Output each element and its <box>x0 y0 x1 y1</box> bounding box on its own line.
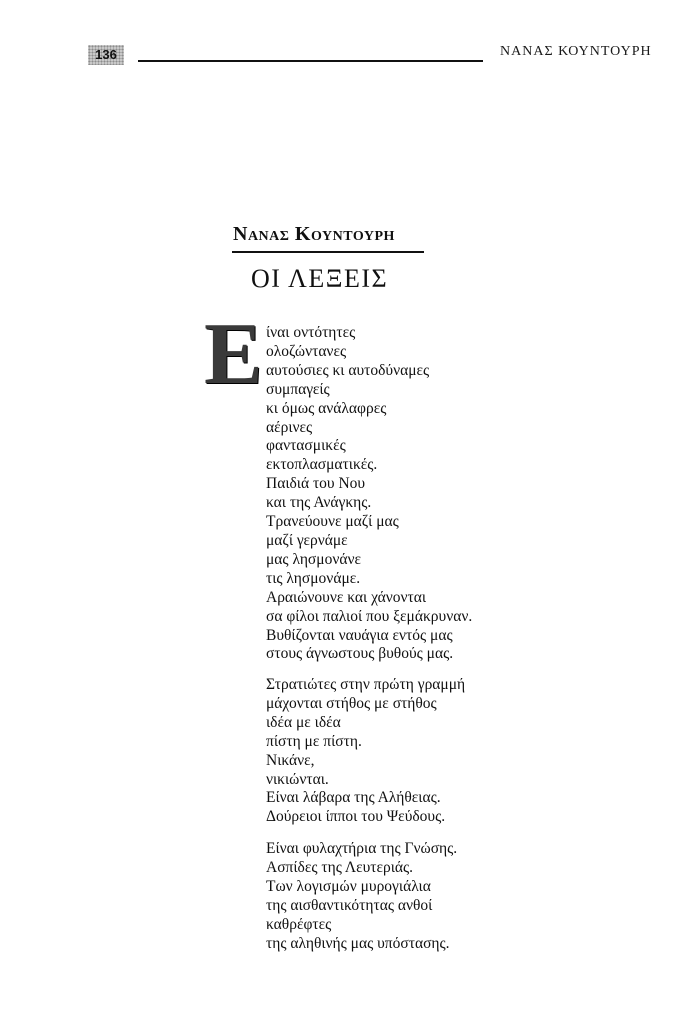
poem-line: Ασπίδες της Λευτεριάς. <box>266 858 414 876</box>
header-rule <box>138 60 483 62</box>
poem-line: και της Ανάγκης. <box>266 494 372 512</box>
poem-line: νικιώνται. <box>266 770 329 788</box>
poem-line: Των λογισμών μυρογιάλια <box>266 877 431 895</box>
poem-line: κι όμως ανάλαφρες <box>266 399 387 417</box>
running-head: ΝΑΝΑΣ ΚΟΥΝΤΟΥΡΗ <box>500 44 652 59</box>
poem-line: μας λησμονάνε <box>266 550 361 568</box>
poem-line: Είναι λάβαρα της Αλήθειας. <box>266 789 441 807</box>
poem-line: Στρατιώτες στην πρώτη γραμμή <box>266 676 466 693</box>
poem-line: τις λησμονάμε. <box>266 569 361 587</box>
poem-line: Βυθίζονται ναυάγια εντός μας <box>266 626 453 644</box>
poem-line: πίστη με πίστη. <box>266 732 362 750</box>
poem-line: μάχονται στήθος με στήθος <box>266 694 437 712</box>
poem-line: καθρέφτες <box>266 915 332 933</box>
poem-line: ολοζώντανες <box>266 342 347 360</box>
poem-title: ΟΙ ΛΕΞΕΙΣ <box>251 264 389 293</box>
poem-line: σα φίλοι παλιοί που ξεμάκρυναν. <box>266 607 473 625</box>
poem-line: Παιδιά του Νου <box>266 475 366 493</box>
poem-line: μαζί γερνάμε <box>266 531 348 549</box>
poem-line: αέρινες <box>266 418 313 436</box>
poem-line: Δούρειοι ίπποι του Ψεύδους. <box>266 808 446 826</box>
author-underline <box>232 251 424 253</box>
poem-line: στους άγνωστους βυθούς μας. <box>266 645 454 663</box>
poem-line: αυτούσιες κι αυτοδύναμες <box>266 361 430 379</box>
poem-line: της αληθινής μας υπόστασης. <box>266 934 450 952</box>
poem-line: εκτοπλασματικές. <box>266 456 378 474</box>
poem-line: Νικάνε, <box>266 751 315 769</box>
stanza-3 <box>266 840 457 953</box>
stanza-1 <box>266 324 472 664</box>
poem-line: Αραιώνουνε και χάνονται <box>266 588 427 606</box>
poem-line: συμπαγείς <box>266 380 330 398</box>
poem-author: Νανας Κουντουρη <box>233 223 395 245</box>
stanza-2 <box>266 676 465 827</box>
poem-line: Τρανεύουνε μαζί μας <box>266 513 399 531</box>
drop-cap: Ε <box>204 306 263 403</box>
page-number: 136 <box>88 45 124 65</box>
poem-line: της αισθαντικότητας ανθοί <box>266 896 433 914</box>
poem-line: Είναι φυλαχτήρια της Γνώσης. <box>266 840 458 857</box>
poem-line: ιδέα με ιδέα <box>266 713 341 731</box>
poem-line: φαντασμικές <box>266 437 346 455</box>
poem-line: ίναι οντότητες <box>266 324 356 341</box>
